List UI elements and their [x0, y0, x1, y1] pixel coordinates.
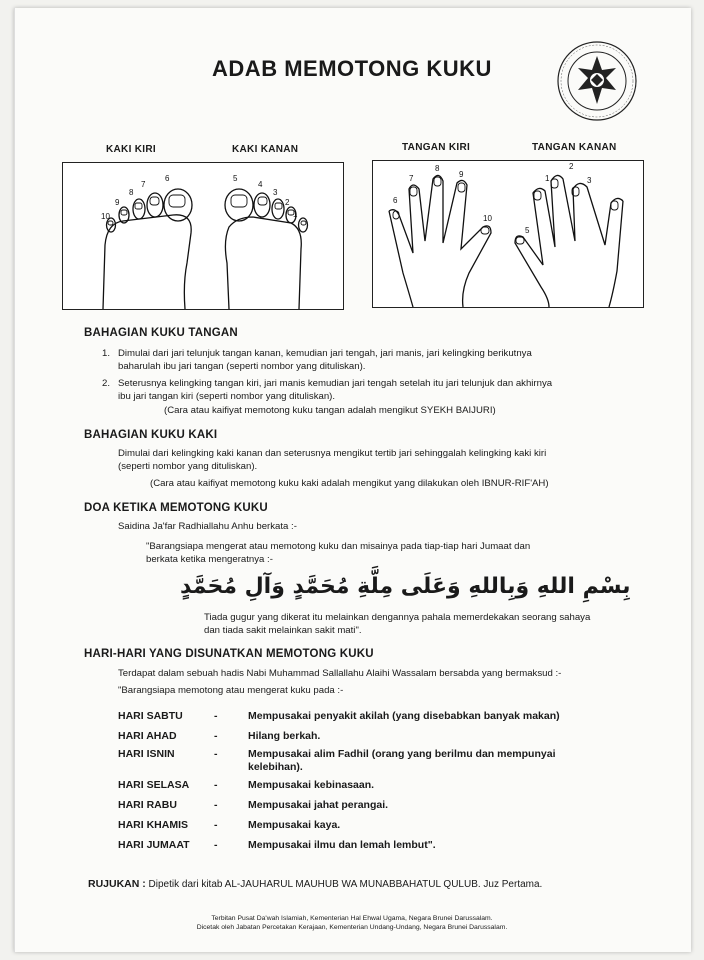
text-line: Dimulai dari jari telunjuk tangan kanan, kemudian jari tengah, jari manis, jari kelingking berikutnya: [118, 348, 532, 359]
foot-num: 1: [293, 210, 298, 219]
foot-num: 5: [233, 174, 238, 183]
foot-num: 8: [129, 188, 134, 197]
reference: [88, 878, 542, 890]
text-line: (seperti nombor yang dituliskan).: [118, 461, 258, 472]
hand-num: 6: [393, 196, 398, 205]
heading-kuku-tangan: BAHAGIAN KUKU TANGAN: [84, 327, 238, 339]
heading-kuku-kaki: BAHAGIAN KUKU KAKI: [84, 429, 218, 441]
day-meaning: Mempusakai kaya.: [248, 819, 341, 831]
text-line: Seterusnya kelingking tangan kiri, jari manis kemudian jari tengah setelah itu jari telunjuk dan akhirnya: [118, 378, 553, 389]
text-line: Dimulai dari kelingking kaki kanan dan seterusnya mengikut tertib jari sehinggalah kelingking kaki kiri: [118, 448, 547, 459]
note-line: (Cara atau kaifiyat memotong kuku kaki adalah mengikut yang dilakukan oleh IBNUR-RIF'AH): [150, 478, 549, 489]
hand-num: 2: [569, 162, 574, 171]
day-name: HARI RABU: [118, 799, 177, 811]
day-meaning: Mempusakai ilmu dan lemah lembut".: [248, 839, 436, 851]
day-meaning: Mempusakai alim Fadhil (orang yang berilmu dan mempunyai kelebihan).: [248, 748, 556, 773]
label-kaki-kiri: KAKI KIRI: [106, 144, 156, 155]
heading-doa: DOA KETIKA MEMOTONG KUKU: [84, 502, 268, 514]
day-dash: -: [214, 748, 218, 760]
day-dash: -: [214, 799, 218, 811]
foot-num: 10: [101, 212, 110, 221]
hand-num: 8: [435, 164, 440, 173]
hand-num: 3: [587, 176, 592, 185]
day-meaning: Mempusakai penyakit akilah (yang disebabkan banyak makan): [248, 710, 560, 722]
day-name: HARI JUMAAT: [118, 839, 190, 851]
text-line: Saidina Ja'far Radhiallahu Anhu berkata :-: [118, 521, 297, 532]
hand-num: 10: [483, 214, 492, 223]
reference-text: Dipetik dari kitab AL-JAUHARUL MAUHUB WA MUNABBAHATUL QULUB. Juz Pertama.: [148, 879, 543, 890]
foot-num: 4: [258, 180, 263, 189]
footer-line: Terbitan Pusat Da'wah Islamiah, Kementerian Hal Ehwal Ugama, Negara Brunei Darussalam.: [211, 915, 493, 922]
day-dash: -: [214, 839, 218, 851]
seal-icon: [556, 40, 638, 122]
arabic-prayer: بِسْمِ اللهِ وَبِاللهِ وَعَلَى مِلَّةِ مُحَمَّدٍ وَآلِ مُحَمَّدٍ: [180, 574, 631, 599]
day-name: HARI ISNIN: [118, 748, 175, 760]
day-dash: -: [214, 730, 218, 742]
text-line: baharulah ibu jari tangan (seperti nombor yang dituliskan).: [118, 361, 366, 372]
hand-num: 1: [545, 174, 550, 183]
quote-line: "Barangsiapa memotong atau mengerat kuku pada :-: [118, 685, 344, 696]
feet-diagram: [62, 162, 344, 310]
reference-label: RUJUKAN :: [88, 878, 146, 890]
foot-num: 7: [141, 180, 146, 189]
day-meaning: Mempusakai kebinasaan.: [248, 779, 375, 791]
day-meaning: Mempusakai jahat perangai.: [248, 799, 389, 811]
heading-hari-hari: HARI-HARI YANG DISUNATKAN MEMOTONG KUKU: [84, 648, 374, 660]
foot-num: 9: [115, 198, 120, 207]
page-title: ADAB MEMOTONG KUKU: [212, 56, 492, 81]
day-name: HARI SELASA: [118, 779, 190, 791]
quote-line: dan tiada sakit melainkan sakit mati".: [204, 625, 362, 636]
day-dash: -: [214, 710, 218, 722]
quote-line: "Barangsiapa mengerat atau memotong kuku dan misainya pada tiap-tiap hari Jumaat dan: [146, 541, 531, 552]
note-line: (Cara atau kaifiyat memotong kuku tangan adalah mengikut SYEKH BAIJURI): [164, 405, 496, 416]
foot-num: 3: [273, 188, 278, 197]
hand-num: 5: [525, 226, 530, 235]
hand-num: 9: [459, 170, 464, 179]
item-number: 2.: [102, 378, 111, 389]
hands-diagram: [372, 160, 644, 308]
foot-num: 6: [165, 174, 170, 183]
item-number: 1.: [102, 348, 111, 359]
label-tangan-kiri: TANGAN KIRI: [402, 142, 471, 153]
quote-line: Tiada gugur yang dikerat itu melainkan dengannya pahala memerdekakan seorang sahaya: [204, 612, 591, 623]
label-kaki-kanan: KAKI KANAN: [232, 144, 299, 155]
label-tangan-kanan: TANGAN KANAN: [532, 142, 617, 153]
text-line: Terdapat dalam sebuah hadis Nabi Muhammad Sallallahu Alaihi Wassalam bersabda yang bermaksud :-: [118, 668, 562, 679]
day-name: HARI AHAD: [118, 730, 177, 742]
hand-num: 7: [409, 174, 414, 183]
foot-num: 2: [285, 198, 290, 207]
text-line: ibu jari tangan kiri (seperti nombor yang dituliskan).: [118, 391, 336, 402]
day-name: HARI SABTU: [118, 710, 183, 722]
day-dash: -: [214, 819, 218, 831]
quote-line: berkata ketika mengeratnya :-: [146, 554, 273, 565]
day-name: HARI KHAMIS: [118, 819, 188, 831]
day-meaning: Hilang berkah.: [248, 730, 321, 742]
footer-line: Dicetak oleh Jabatan Percetakan Kerajaan, Kementerian Undang-Undang, Negara Brunei Darussalam.: [196, 924, 508, 931]
day-dash: -: [214, 779, 218, 791]
